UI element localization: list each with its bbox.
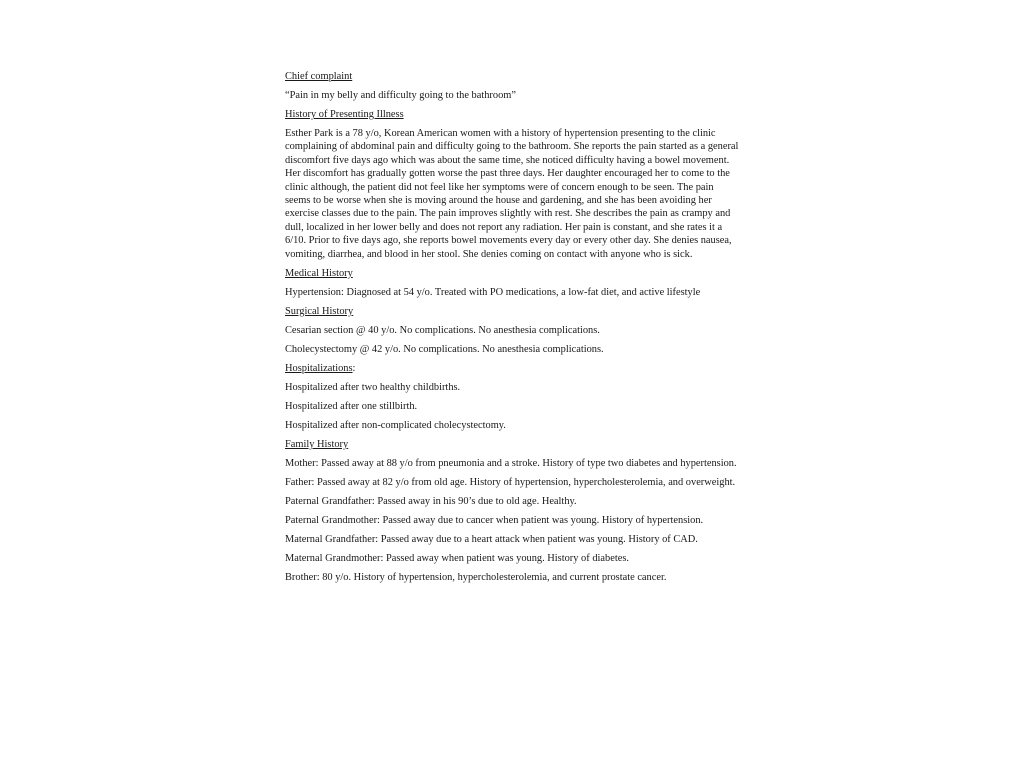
family-history-item: Paternal Grandfather: Passed away in his 90’s due to old age. Healthy. (285, 495, 577, 507)
hpi-heading: History of Presenting Illness (285, 109, 404, 120)
family-history-item: Father: Passed away at 82 y/o from old age. History of hypertension, hypercholesterolemia, and overweight. (285, 476, 736, 488)
family-history-heading: Family History (285, 438, 349, 450)
family-history-item: Paternal Grandmother: Passed away due to cancer when patient was young. History of hypertension. (285, 514, 704, 526)
surgical-history-item: Cesarian section @ 40 y/o. No complications. No anesthesia complications. (285, 324, 600, 336)
medical-history-item: Hypertension: Diagnosed at 54 y/o. Treated with PO medications, a low-fat diet, and active lifestyle (285, 286, 701, 298)
hospitalizations-heading-colon: : (352, 362, 356, 374)
hospitalizations-heading: Hospitalizations (285, 362, 353, 374)
chief-complaint-heading: Chief complaint (285, 71, 353, 82)
hospitalization-item: Hospitalized after one stillbirth. (285, 400, 418, 412)
hospitalization-item: Hospitalized after non-complicated cholecystectomy. (285, 419, 506, 431)
family-history-item: Mother: Passed away at 88 y/o from pneumonia and a stroke. History of type two diabetes and hypertension. (285, 457, 737, 469)
family-history-item: Maternal Grandfather: Passed away due to a heart attack when patient was young. History of CAD. (285, 533, 698, 545)
hospitalization-item: Hospitalized after two healthy childbirths. (285, 381, 461, 393)
hpi-text: Esther Park is a 78 y/o, Korean American women with a history of hypertension presenting to the clinic complaining of abdominal pain and difficulty going to the bathroom. She reports the pain started as a general discomfort five days ago which was about the same time, she noticed difficulty having a bowel movement. Her discomfort has gradually gotten worse the past three days. Her daughter encouraged her to come to the clinic although, the patient did not feel like her symptoms were of concern enough to be seen. The pain seems to be worse when she is moving around the house and gardening, and she has been avoiding her exercise classes due to the pain. The pain improves slightly with rest. She describes the pain as crampy and dull, localized in her lower belly and does not report any radiation. Her pain is constant, and she rates it a 6/10. Prior to five days ago, she reports bowel movements every day or every other day. She denies nausea, vomiting, diarrhea, and blood in her stool. She denies coming on contact with anyone who is sick. (285, 128, 739, 260)
medical-history-heading: Medical History (285, 267, 353, 279)
family-history-item: Brother: 80 y/o. History of hypertension, hypercholesterolemia, and current prostate cancer. (285, 571, 667, 583)
document-page (285, 70, 741, 590)
hospitalizations-heading-row (285, 362, 741, 375)
surgical-history-item: Cholecystectomy @ 42 y/o. No complications. No anesthesia complications. (285, 343, 604, 355)
chief-complaint-text: “Pain in my belly and difficulty going to the bathroom” (285, 90, 516, 101)
family-history-item: Maternal Grandmother: Passed away when patient was young. History of diabetes. (285, 552, 629, 564)
surgical-history-heading: Surgical History (285, 305, 354, 317)
